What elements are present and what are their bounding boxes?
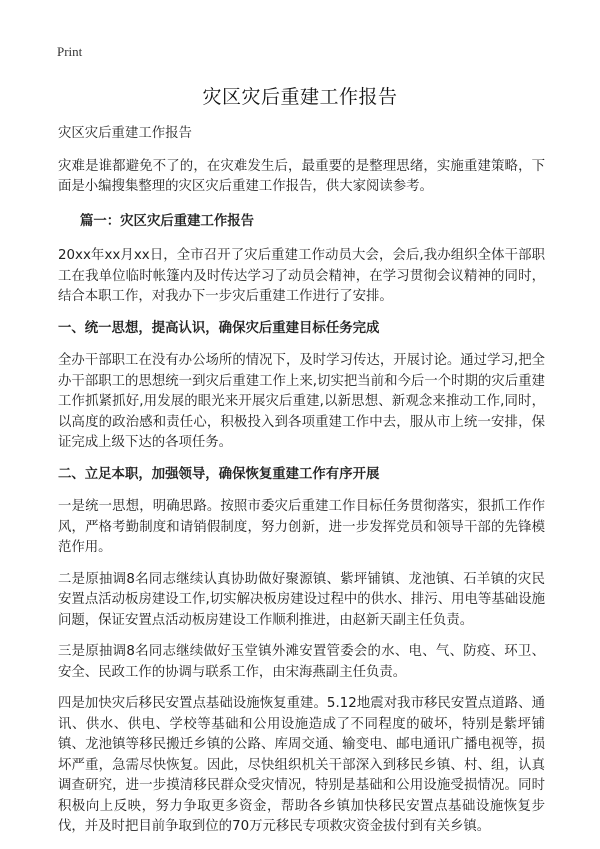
intro-paragraph: 灾难是谁都避免不了的，在灾难发生后，最重要的是整理思绪，实施重建策略，下面是小编搜集整理的灾区灾后重建工作报告，供大家阅读参考。 [58,158,545,194]
print-label: Print [57,44,83,59]
paragraph-1: 20xx年xx月xx日，全市召开了灾后重建工作动员大会，会后,我办组织全体干部职工在我单位临时帐篷内及时传达学习了动员会精神，在学习贯彻会议精神的同时，结合本职工作，对我办下一步灾后重建工作进行了安排。 [58,248,545,304]
paragraph-4: 二是原抽调8名同志继续认真协助做好聚源镇、紫坪铺镇、龙池镇、石羊镇的灾民安置点活动板房建设工作,切实解决板房建设过程中的供水、排污、用电等基础设施问题，保证安置点活动板房建设工作顺利推进，由赵新天副主任负责。 [58,571,545,628]
document-body [58,124,545,849]
heading-2: 二、立足本职，加强领导，确保恢复重建工作有序开展 [58,466,380,482]
document-subtitle: 灾区灾后重建工作报告 [58,126,192,141]
page-title: 灾区灾后重建工作报告 [202,86,398,108]
section-title: 篇一：灾区灾后重建工作报告 [80,213,255,229]
paragraph-5: 三是原抽调8名同志继续做好玉堂镇外滩安置管委会的水、电、气、防疫、环卫、安全、民政工作的协调与联系工作，由宋海燕副主任负责。 [58,644,545,680]
heading-1: 一、统一思想，提高认识，确保灾后重建目标任务完成 [58,320,380,336]
paragraph-6: 四是加快灾后移民安置点基础设施恢复重建。5.12地震对我市移民安置点道路、通讯、供水、供电、学校等基础和公用设施造成了不同程度的破坏，特别是紫坪铺镇、龙池镇等移民搬迁乡镇的公路、库周交通、输变电、邮电通讯广播电视等，损坏严重，急需尽快恢复。因此，尽快组织机关干部深入到移民乡镇、村、组，认真调查研究，进一步摸清移民群众受灾情况，特别是基础和公用设施受损情况。同时积极向上反映，努力争取更多资金，帮助各乡镇加快移民安置点基础设施恢复步伐，并及时把目前争取到位的70万元移民专项救灾资金拔付到有关乡镇。 [58,696,545,834]
paragraph-2: 全办干部职工在没有办公场所的情况下，及时学习传达，开展讨论。通过学习,把全办干部职工的思想统一到灾后重建工作上来,切实把当前和今后一个时期的灾后重建工作抓紧抓好,用发展的眼光来开展灾后重建,以新思想、新观念来推动工作,同时，以高度的政治感和责任心，积极投入到各项重建工作中去，服从市上统一安排，保证完成上级下达的各项任务。 [58,353,545,450]
paragraph-3: 一是统一思想，明确思路。按照市委灾后重建工作目标任务贯彻落实，狠抓工作作风，严格考勤制度和请销假制度，努力创新，进一步发挥党员和领导干部的先锋模范作用。 [58,499,545,555]
